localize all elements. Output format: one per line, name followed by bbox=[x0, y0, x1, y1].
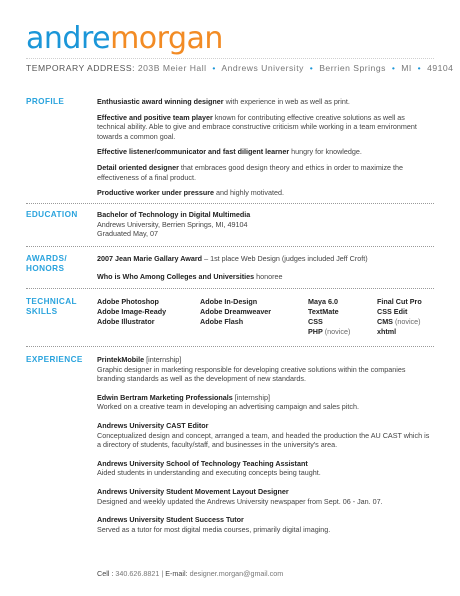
skill-item: CSS Edit bbox=[377, 307, 408, 316]
skill-item: CSS bbox=[308, 317, 323, 326]
contact-line bbox=[97, 569, 283, 578]
skill-item: Final Cut Pro bbox=[377, 297, 422, 306]
section-divider bbox=[26, 246, 434, 247]
address-street: 203B Meier Hall bbox=[137, 63, 207, 73]
degree: Bachelor of Technology in Digital Multimedia bbox=[97, 210, 251, 219]
section-label-skills: TECHNICAL SKILLS bbox=[26, 297, 77, 316]
experience-item: PrintekMobile [internship] Graphic designer in marketing responsible for developing creative solutions within the companies branding standards as well as the development of new standards. bbox=[97, 355, 406, 384]
first-name: andre bbox=[26, 21, 111, 56]
section-divider bbox=[26, 203, 434, 204]
email-label: E-mail: bbox=[165, 569, 188, 578]
experience-section bbox=[26, 355, 434, 543]
profile-section bbox=[26, 97, 434, 204]
address-zip: 49104 bbox=[427, 63, 454, 73]
profile-item: Effective listener/communicator and fast diligent learner hungry for knowledge. bbox=[97, 147, 362, 157]
cell-label: Cell : bbox=[97, 569, 114, 578]
address-label: TEMPORARY ADDRESS: bbox=[26, 63, 135, 73]
address-city: Berrien Springs bbox=[319, 63, 386, 73]
skill-item: PHP (novice) bbox=[308, 327, 351, 336]
experience-item: Edwin Bertram Marketing Professionals [internship] Worked on a creative team in developing an advertising campaign and sales pitch. bbox=[97, 392, 359, 412]
experience-item: Andrews University CAST Editor Conceptualized design and concept, arranged a team, and headed the production the AU CAST which is a directory of students, faculty/staff, and businesses in the university's area. bbox=[97, 420, 430, 450]
section-label-profile: PROFILE bbox=[26, 97, 65, 106]
skill-item: Adobe Dreamweaver bbox=[200, 307, 272, 316]
last-name: morgan bbox=[110, 21, 223, 56]
profile-item: Detail oriented designer that embraces good design theory and ethics in order to maximize the effectiveness of a final product. bbox=[97, 162, 404, 182]
skill-item: Adobe In-Design bbox=[200, 297, 258, 306]
cell-number: 340.626.8821 bbox=[115, 569, 160, 578]
profile-item: Effective and positive team player known for contributing effective creative solutions as well as technical ability. Able to give and embrace constructive criticism while working in a team environment towards a common goal. bbox=[97, 112, 417, 141]
address-university: Andrews University bbox=[221, 63, 304, 73]
skill-item: xhtml bbox=[377, 327, 397, 336]
experience-item: Andrews University School of Technology Teaching Assistant Aided students in understanding and executing concepts being taught. bbox=[97, 458, 321, 478]
address-state: MI bbox=[401, 63, 412, 73]
school: Andrews University, Berrien Springs, MI, 49104 bbox=[97, 219, 248, 229]
experience-item: Andrews University Student Success Tutor Served as a tutor for most digital media courses, primarily digital imaging. bbox=[97, 515, 331, 534]
contact-divider: | bbox=[161, 569, 164, 578]
section-divider bbox=[26, 288, 434, 289]
skill-item: Adobe Image-Ready bbox=[97, 307, 167, 316]
awards-body bbox=[97, 254, 434, 281]
skills-body bbox=[97, 297, 434, 337]
skill-item: CMS (novice) bbox=[377, 317, 421, 326]
skill-item: Adobe Photoshop bbox=[97, 297, 159, 306]
skills-column-other-2 bbox=[377, 297, 422, 337]
address-separator: • bbox=[417, 63, 422, 73]
skills-column-other-1 bbox=[308, 297, 350, 337]
header-divider bbox=[26, 58, 434, 59]
section-divider bbox=[26, 346, 434, 347]
award-item: 2007 Jean Marie Gallary Award – 1st place Web Design (judges included Jeff Croft) bbox=[97, 254, 368, 263]
education-section bbox=[26, 210, 434, 239]
education-body bbox=[97, 210, 434, 239]
address-separator: • bbox=[309, 63, 314, 73]
profile-body bbox=[97, 97, 434, 198]
email-link[interactable]: designer.morgan@gmail.com bbox=[189, 569, 284, 578]
experience-body bbox=[97, 355, 434, 534]
address-separator: • bbox=[212, 63, 216, 73]
experience-item: Andrews University Student Movement Layout Designer Designed and weekly updated the Andrews University newspaper from Sept. 06 - Jan. 07. bbox=[97, 486, 383, 506]
skills-column-adobe-2 bbox=[200, 297, 271, 327]
skills-section bbox=[26, 297, 434, 337]
awards-section bbox=[26, 254, 434, 287]
skills-column-adobe-1 bbox=[97, 297, 166, 327]
profile-item: Productive worker under pressure and highly motivated. bbox=[97, 188, 284, 198]
address-separator: • bbox=[391, 63, 396, 73]
skill-item: Maya 6.0 bbox=[308, 297, 338, 306]
skill-item: Adobe Illustrator bbox=[97, 317, 155, 326]
candidate-name bbox=[26, 22, 434, 56]
skill-item: TextMate bbox=[308, 307, 339, 316]
address-line bbox=[26, 63, 454, 73]
resume-header bbox=[26, 21, 454, 73]
profile-item: Enthusiastic award winning designer with experience in web as well as print. bbox=[97, 97, 350, 106]
award-item: Who is Who Among Colleges and Universities honoree bbox=[97, 271, 283, 281]
skill-item: Adobe Flash bbox=[200, 317, 244, 326]
section-label-awards: AWARDS/ HONORS bbox=[26, 254, 68, 273]
section-label-education: EDUCATION bbox=[26, 210, 78, 219]
skills-grid bbox=[97, 297, 434, 337]
section-label-experience: EXPERIENCE bbox=[26, 355, 83, 364]
graduation-date: Graduated May, 07 bbox=[97, 229, 158, 239]
